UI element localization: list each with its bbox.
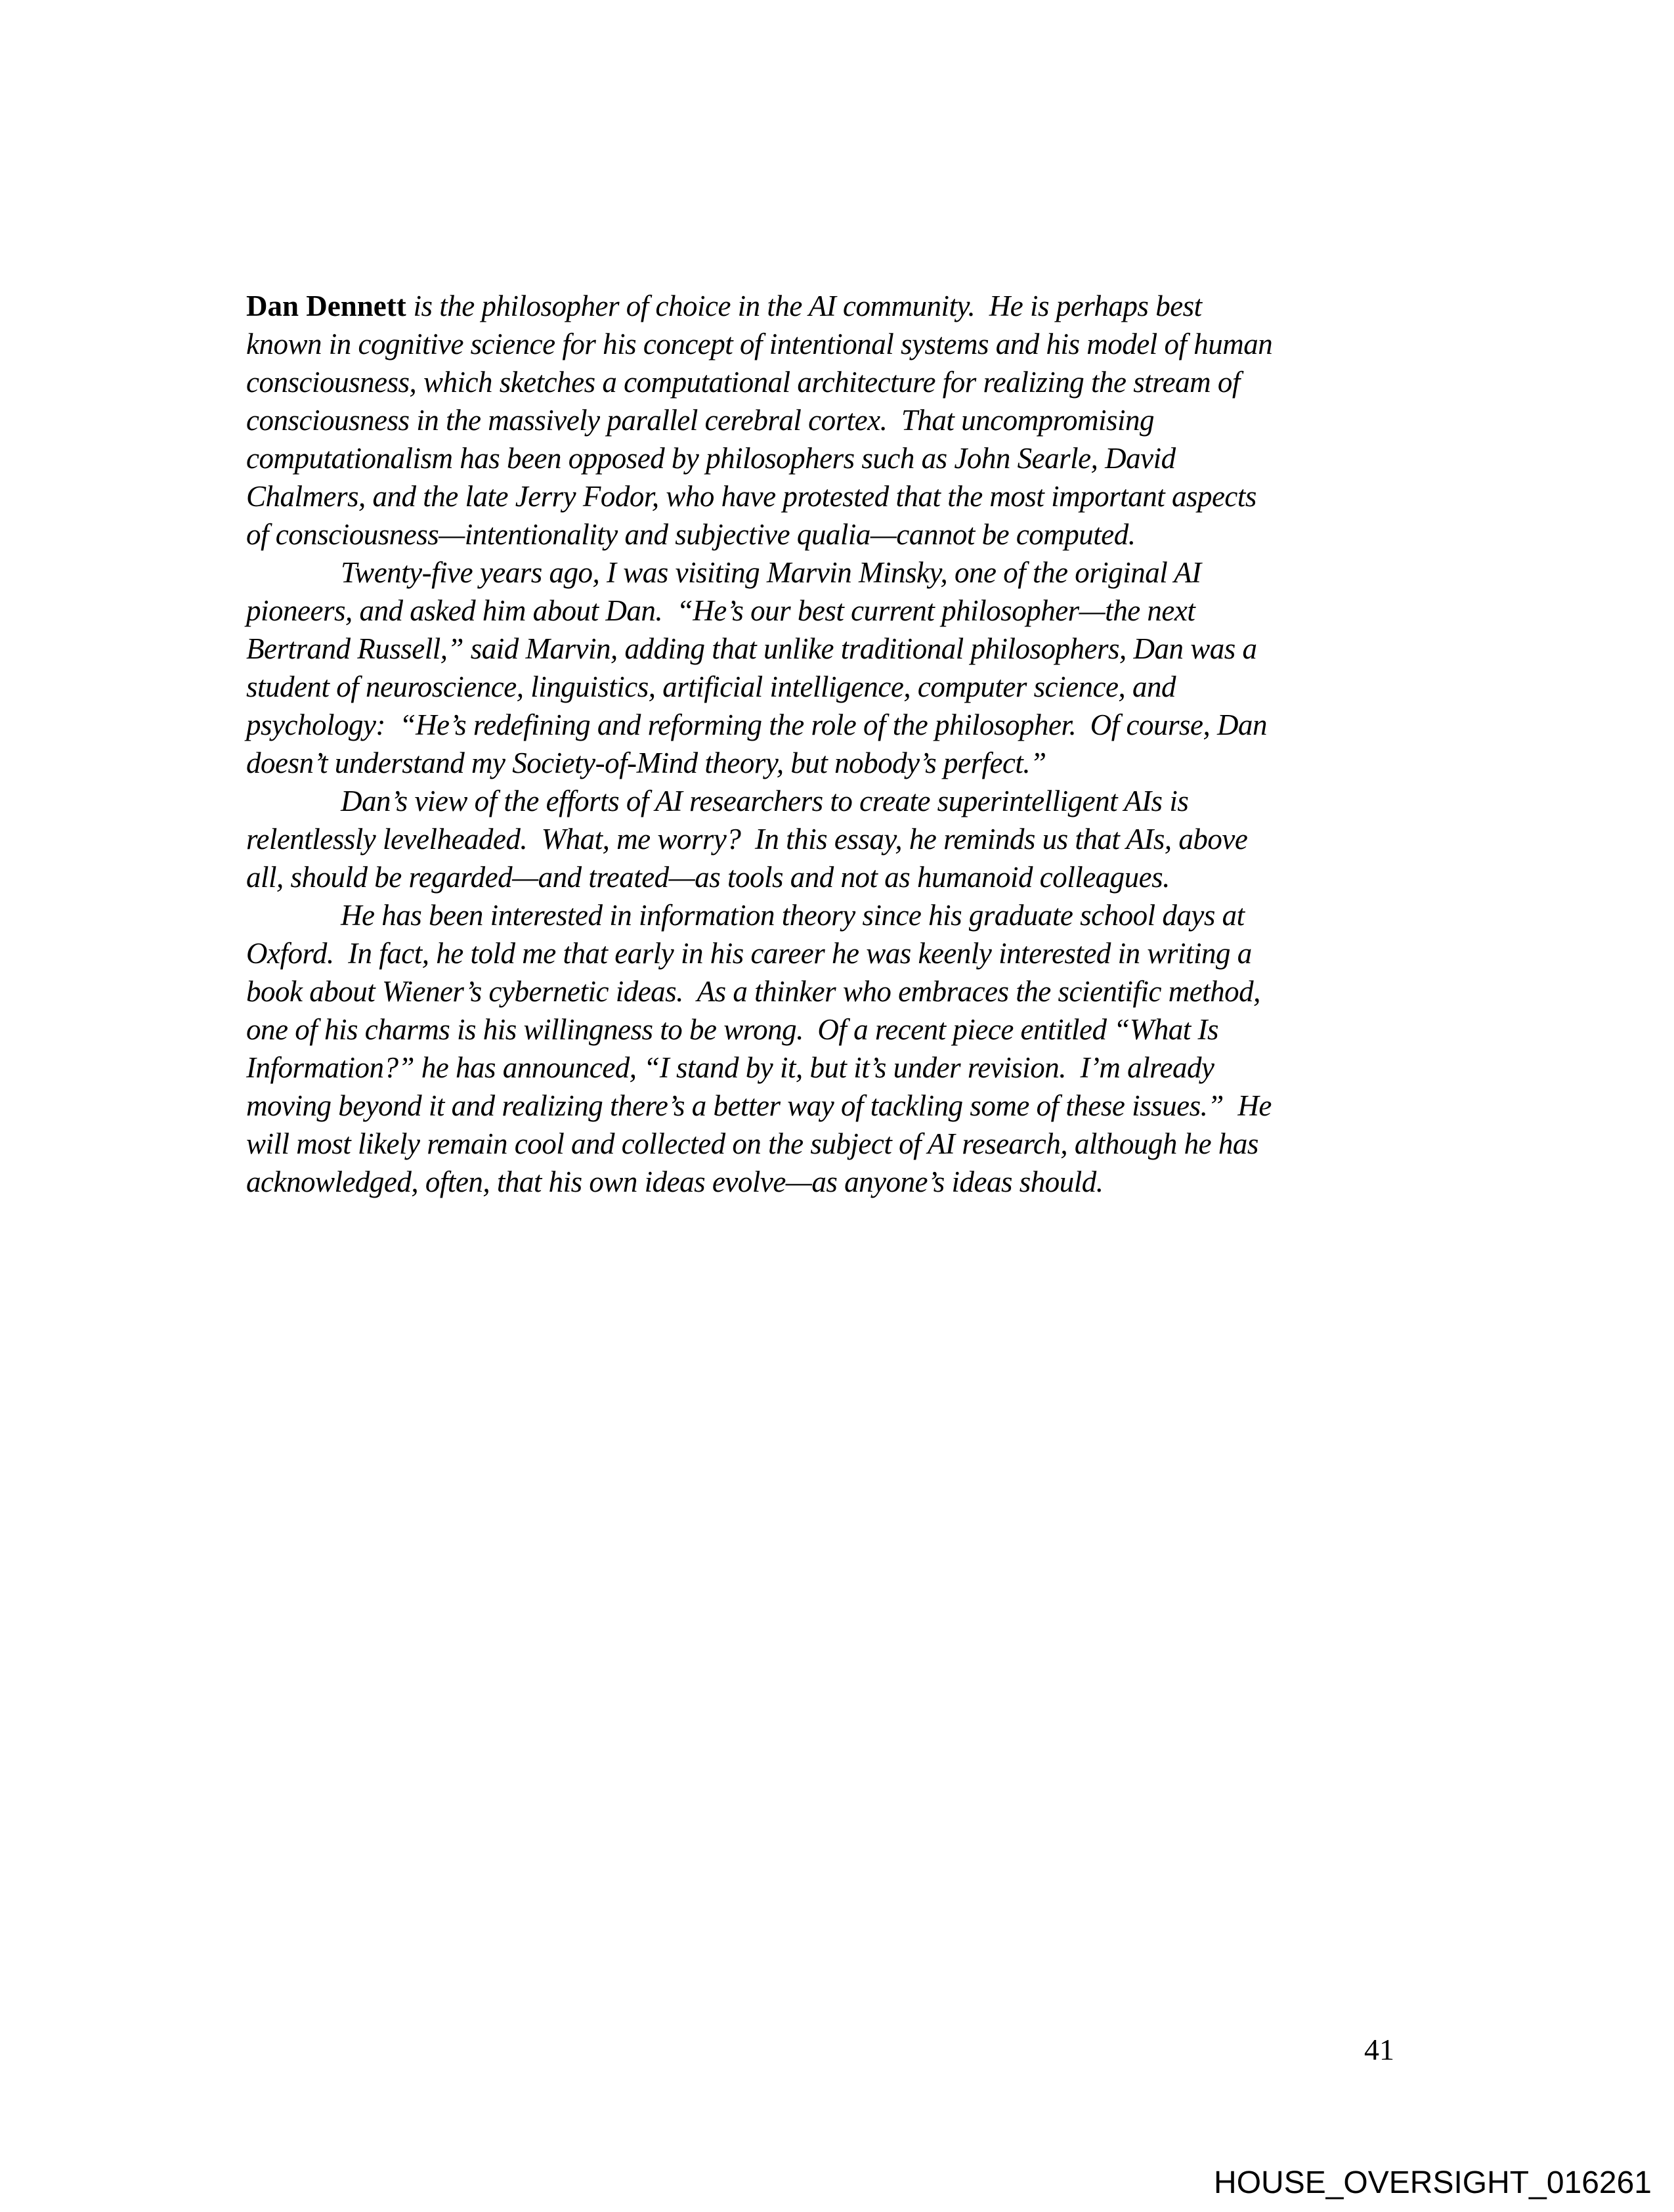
- paragraph-information-theory: [246, 896, 1434, 1201]
- text-line: Bertrand Russell,” said Marvin, adding that unlike traditional philosophers, Dan was a: [246, 632, 1257, 665]
- text-line: relentlessly levelheaded. What, me worry? In this essay, he reminds us that AIs, above: [246, 823, 1248, 856]
- paragraph-view: [246, 782, 1434, 896]
- text-line: acknowledged, often, that his own ideas evolve—as anyone’s ideas should.: [246, 1165, 1104, 1198]
- text-line: of consciousness—intentionality and subjective qualia—cannot be computed.: [246, 518, 1136, 551]
- text-line: consciousness, which sketches a computational architecture for realizing the stream of: [246, 366, 1240, 399]
- paragraph-minsky: [246, 553, 1434, 782]
- bates-stamp: HOUSE_OVERSIGHT_016261: [1214, 2165, 1652, 2200]
- text-line: psychology: “He’s redefining and reforming the role of the philosopher. Of course, Dan: [246, 708, 1267, 741]
- text-line: Dan’s view of the efforts of AI researchers to create superintelligent AIs is: [341, 785, 1189, 817]
- text-line: one of his charms is his willingness to be wrong. Of a recent piece entitled “What Is: [246, 1013, 1219, 1046]
- text-line: moving beyond it and realizing there’s a better way of tackling some of these issues.” He: [246, 1089, 1272, 1122]
- text-line: student of neuroscience, linguistics, artificial intelligence, computer science, and: [246, 670, 1176, 703]
- article-text: [246, 287, 1434, 1201]
- paragraph-intro: [246, 287, 1434, 553]
- page-number: 41: [1364, 2033, 1394, 2066]
- text-line: consciousness in the massively parallel cerebral cortex. That uncompromising: [246, 404, 1154, 437]
- text-line: Twenty-five years ago, I was visiting Marvin Minsky, one of the original AI: [341, 556, 1201, 589]
- text-line: [246, 287, 1434, 325]
- text-line: computationalism has been opposed by philosophers such as John Searle, David: [246, 442, 1176, 475]
- text-line-continuation: is the philosopher of choice in the AI community. He is perhaps best: [406, 290, 1202, 322]
- text-line: Oxford. In fact, he told me that early in his career he was keenly interested in writing a: [246, 937, 1252, 970]
- text-line: He has been interested in information theory since his graduate school days at: [341, 899, 1245, 932]
- text-line: book about Wiener’s cybernetic ideas. As a thinker who embraces the scientific method,: [246, 975, 1260, 1008]
- text-line: Chalmers, and the late Jerry Fodor, who have protested that the most important aspects: [246, 480, 1256, 513]
- text-line: will most likely remain cool and collected on the subject of AI research, although he has: [246, 1127, 1258, 1160]
- text-line: all, should be regarded—and treated—as tools and not as humanoid colleagues.: [246, 861, 1170, 894]
- text-line: pioneers, and asked him about Dan. “He’s our best current philosopher—the next: [246, 594, 1195, 627]
- text-line: known in cognitive science for his concept of intentional systems and his model of human: [246, 328, 1273, 360]
- text-line: Information?” he has announced, “I stand by it, but it’s under revision. I’m already: [246, 1051, 1214, 1084]
- author-name-bold: Dan Dennett: [246, 290, 406, 322]
- text-line: doesn’t understand my Society-of-Mind theory, but nobody’s perfect.”: [246, 747, 1046, 779]
